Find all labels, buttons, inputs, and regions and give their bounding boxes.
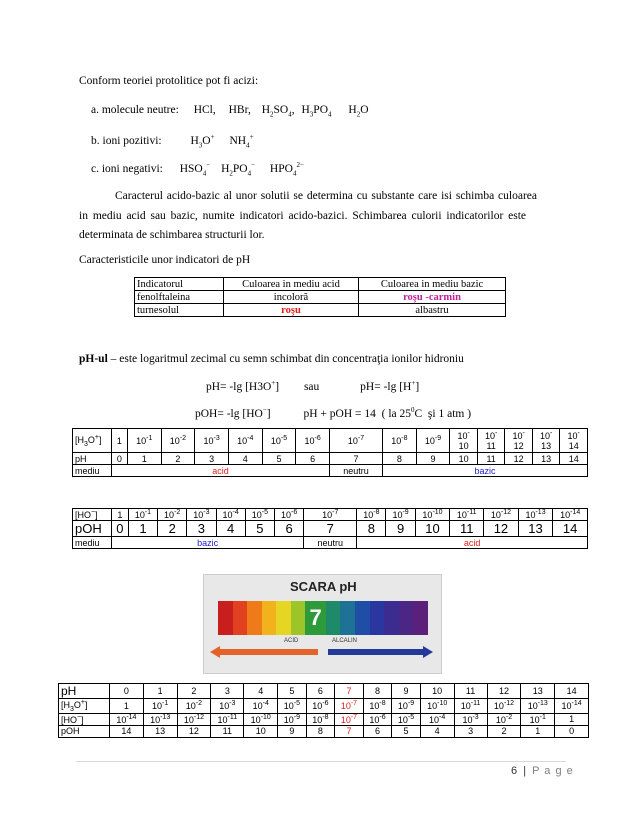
formula-or: sau: [303, 380, 320, 393]
ph-scale-image: [203, 574, 442, 674]
item-h2so4: $H_2SO_4$,: [261, 104, 295, 119]
t2-poh-cell: 0: [112, 521, 129, 537]
t1-h-cell: $10^{-8}$: [383, 429, 417, 453]
t3-ph-cell: 5: [278, 684, 307, 699]
formula-sum: pH + pOH = 14 ( la $25^0C$ şi 1 atm ): [303, 406, 472, 420]
t3-oh-cell: $10^{-8}$: [306, 713, 335, 725]
ph-table: [72, 428, 588, 477]
line-a: [91, 104, 369, 118]
t2-poh-cell: 14: [553, 521, 588, 537]
ph-color-8: [326, 601, 341, 635]
t2-r2-label: pOH: [73, 521, 112, 537]
t3-ph-cell: 9: [392, 684, 421, 699]
t2-poh-cell: 8: [357, 521, 386, 537]
t2-oh-cell: $10^{-8}$: [357, 509, 386, 521]
t2-r1-label: [HO−]: [73, 509, 112, 521]
t3-h-label: $[H_3O^+]$: [59, 699, 110, 714]
t1-basic: bazic: [383, 465, 588, 477]
t1-h-cell: 10- 13: [532, 429, 560, 453]
t3-h-cell: $10^{-6}$: [306, 699, 335, 714]
t3-poh-cell: 4: [420, 725, 454, 737]
t3-h-cell: $10^{-10}$: [420, 699, 454, 714]
t2-oh-cell: $10^{-5}$: [245, 509, 274, 521]
t3-ph-cell: 13: [521, 684, 555, 699]
t3-oh-cell: 1: [555, 713, 589, 725]
ind-header-1: Indicatorul: [135, 278, 224, 291]
t1-h-cell: $10^{-5}$: [262, 429, 296, 453]
t3-ph-cell: 7: [335, 684, 364, 699]
t2-oh-cell: 1: [112, 509, 129, 521]
ph-color-14: [413, 601, 428, 635]
ph-neutral-seven: 7: [305, 601, 325, 635]
label-a: a. molecule neutre:: [91, 104, 179, 116]
ph-color-5: [276, 601, 291, 635]
t3-ph-cell: 11: [454, 684, 487, 699]
item-h2o: $H_2O$: [348, 104, 369, 119]
para-line-2: in mediu acid sau bazic, numite indicatori acido-bazici. Schimbarea culorii indicatorilor este: [79, 210, 527, 222]
formula-ph-2: pH= -lg [H+]: [360, 379, 420, 393]
item-h3po4: $H_3PO_4$: [301, 104, 332, 119]
t3-ph-cell: 0: [110, 684, 144, 699]
t2-oh-cell: $10^{-2}$: [158, 509, 187, 521]
t1-h-cell: $10^{-2}$: [161, 429, 195, 453]
ind-name-2: turnesolul: [135, 304, 224, 317]
t2-oh-cell: $10^{-10}$: [415, 509, 450, 521]
t3-ph-cell: 14: [555, 684, 589, 699]
t3-oh-cell: $10^{-2}$: [487, 713, 521, 725]
ph-alcalin-label: ALCALIN: [332, 638, 358, 644]
t3-h-cell: $10^{-4}$: [244, 699, 278, 714]
t1-r2-label: pH: [73, 453, 112, 465]
t2-poh-cell: 6: [275, 521, 304, 537]
t3-oh-cell: $10^{-7}$: [335, 713, 364, 725]
t1-h-cell: 10- 11: [477, 429, 505, 453]
t3-h-cell: $10^{-2}$: [177, 699, 211, 714]
t3-poh-cell: 8: [306, 725, 335, 737]
t3-oh-cell: $10^{-3}$: [454, 713, 487, 725]
t2-oh-cell: $10^{-14}$: [553, 509, 588, 521]
t3-h-cell: $10^{-9}$: [392, 699, 421, 714]
indicators-title: Caracteristicile unor indicatori de pH: [79, 254, 251, 266]
formula-ph: [206, 379, 419, 393]
t1-ph-cell: 2: [161, 453, 195, 465]
t1-h-cell: $10^{-6}$: [296, 429, 330, 453]
poh-table: [72, 508, 588, 549]
t2-poh-cell: 12: [484, 521, 519, 537]
t3-oh-cell: $10^{-14}$: [110, 713, 144, 725]
t1-ph-cell: 4: [228, 453, 262, 465]
item-hbr: HBr,: [228, 104, 251, 116]
item-hpo4: $HPO_4^{2-}$: [269, 161, 304, 178]
t2-basic: bazic: [112, 537, 304, 549]
item-hcl: HCl,: [193, 104, 216, 116]
t3-poh-cell: 2: [487, 725, 521, 737]
alcalin-arrow: [328, 649, 424, 655]
ph-color-11: [370, 601, 385, 635]
t3-poh-cell: 5: [392, 725, 421, 737]
ph-color-12: [384, 601, 399, 635]
t3-oh-cell: $10^{-6}$: [363, 713, 392, 725]
item-h3o: $H_3O^+$: [190, 133, 215, 150]
formula-poh: [195, 406, 471, 420]
ph-color-10: [355, 601, 370, 635]
label-b: b. ioni pozitivi:: [91, 134, 162, 147]
t1-ph-cell: 11: [477, 453, 505, 465]
page-number: [511, 765, 574, 777]
t3-h-cell: $10^{-14}$: [555, 699, 589, 714]
t3-poh-cell: 6: [363, 725, 392, 737]
page-sep: |: [523, 765, 527, 777]
t1-ph-cell: 1: [127, 453, 161, 465]
t2-poh-cell: 11: [450, 521, 484, 537]
t3-h-cell: $10^{-1}$: [143, 699, 177, 714]
ph-color-1: [218, 601, 233, 635]
footer-divider: [76, 761, 566, 762]
alcalin-arrow-head-icon: [423, 646, 433, 658]
ph-color-2: [233, 601, 248, 635]
t2-poh-cell: 9: [386, 521, 415, 537]
ph-color-6: [291, 601, 306, 635]
ind-acid-1: incoloră: [224, 291, 359, 304]
t3-poh-cell: 3: [454, 725, 487, 737]
ph-color-strip: [218, 601, 428, 635]
t3-poh-cell: 11: [211, 725, 244, 737]
t3-h-cell: $10^{-5}$: [278, 699, 307, 714]
t3-ph-cell: 3: [211, 684, 244, 699]
t2-poh-cell: 1: [128, 521, 157, 537]
t3-poh-cell: 13: [143, 725, 177, 737]
ph-color-4: [262, 601, 277, 635]
t3-oh-cell: $10^{-13}$: [143, 713, 177, 725]
t1-r3-label: mediu: [73, 465, 112, 477]
t2-poh-cell: 5: [245, 521, 274, 537]
t3-ph-cell: 1: [143, 684, 177, 699]
t1-ph-cell: 6: [296, 453, 330, 465]
t2-oh-cell: $10^{-3}$: [187, 509, 216, 521]
t2-poh-cell: 10: [415, 521, 450, 537]
t3-ph-label: pH: [59, 684, 110, 699]
t2-acid: acid: [357, 537, 588, 549]
page-num: 6: [511, 765, 518, 777]
t3-oh-label: [HO−]: [59, 713, 110, 725]
t3-poh-cell: 9: [278, 725, 307, 737]
ind-acid-2: roşu: [224, 304, 359, 317]
ph-definition: [79, 353, 464, 365]
t1-h-cell: $10^{-1}$: [127, 429, 161, 453]
t1-r1-label: $[H_3O^+]$: [73, 429, 112, 453]
t3-oh-cell: $10^{-9}$: [278, 713, 307, 725]
line-b: [91, 133, 254, 149]
t3-poh-cell: 0: [555, 725, 589, 737]
t3-oh-cell: $10^{-5}$: [392, 713, 421, 725]
t3-h-cell: $10^{-12}$: [487, 699, 521, 714]
ph-def-term: pH-ul: [79, 353, 108, 365]
t1-ph-cell: 3: [195, 453, 229, 465]
ind-name-1: fenolftaleina: [135, 291, 224, 304]
t2-oh-cell: $10^{-1}$: [128, 509, 157, 521]
formula-ph-1: pH= -lg [H3O+]: [206, 379, 280, 393]
t2-oh-cell: $10^{-4}$: [216, 509, 245, 521]
indicator-table: [134, 277, 506, 317]
t3-poh-cell: 7: [335, 725, 364, 737]
t2-r3-label: mediu: [73, 537, 112, 549]
t3-poh-cell: 14: [110, 725, 144, 737]
ind-base-1: roşu -carmin: [359, 291, 506, 304]
label-c: c. ioni negativi:: [91, 162, 163, 175]
t1-h-cell: 1: [112, 429, 128, 453]
page-word: P a g e: [532, 765, 574, 777]
t2-oh-cell: $10^{-12}$: [484, 509, 519, 521]
t3-oh-cell: $10^{-1}$: [521, 713, 555, 725]
t2-oh-cell: $10^{-11}$: [450, 509, 484, 521]
t2-oh-cell: $10^{-13}$: [518, 509, 553, 521]
summary-table: [58, 683, 589, 738]
intro-text: Conform teoriei protolitice pot fi acizi:: [79, 75, 259, 87]
ph-acid-label: ACID: [284, 638, 299, 644]
ph-color-9: [340, 601, 355, 635]
t3-oh-cell: $10^{-12}$: [177, 713, 211, 725]
t1-ph-cell: 10: [450, 453, 478, 465]
item-h2po4: $H_2PO_4^-$: [221, 161, 256, 178]
t3-ph-cell: 4: [244, 684, 278, 699]
t1-ph-cell: 7: [330, 453, 383, 465]
t3-poh-cell: 10: [244, 725, 278, 737]
t1-acid: acid: [112, 465, 330, 477]
t2-poh-cell: 3: [187, 521, 216, 537]
t3-poh-cell: 1: [521, 725, 555, 737]
t1-h-cell: $10^{-4}$: [228, 429, 262, 453]
para-line-1: Caracterul acido-bazic al unor solutii se determina cu substante care isi schimba culoarea: [115, 190, 537, 202]
t2-poh-cell: 7: [304, 521, 357, 537]
t3-ph-cell: 12: [487, 684, 521, 699]
ph-scale-title: SCARA pH: [290, 579, 357, 594]
t3-ph-cell: 10: [420, 684, 454, 699]
ind-header-2: Culoarea in mediu acid: [224, 278, 359, 291]
t3-h-cell: $10^{-11}$: [454, 699, 487, 714]
t3-ph-cell: 2: [177, 684, 211, 699]
t1-h-cell: 10- 14: [560, 429, 588, 453]
t1-h-cell: $10^{-3}$: [195, 429, 229, 453]
t3-poh-label: pOH: [59, 725, 110, 737]
ph-color-3: [247, 601, 262, 635]
t2-poh-cell: 13: [518, 521, 553, 537]
t3-oh-cell: $10^{-11}$: [211, 713, 244, 725]
t2-oh-cell: $10^{-7}$: [304, 509, 357, 521]
ph-def-text: – este logaritmul zecimal cu semn schimbat din concentraţia ionilor hidroniu: [107, 353, 464, 365]
t2-poh-cell: 2: [158, 521, 187, 537]
t3-h-cell: $10^{-7}$: [335, 699, 364, 714]
t1-ph-cell: 9: [416, 453, 450, 465]
t1-ph-cell: 8: [383, 453, 417, 465]
t3-oh-cell: $10^{-4}$: [420, 713, 454, 725]
t3-h-cell: $10^{-8}$: [363, 699, 392, 714]
item-nh4: $NH_4^+$: [229, 133, 254, 150]
para-line-3: determinata de schimbarea structurii lor.: [79, 229, 265, 241]
formula-poh-1: pOH= -lg [HO−]: [195, 406, 271, 420]
line-c: [91, 161, 304, 177]
t1-ph-cell: 13: [532, 453, 560, 465]
t3-oh-cell: $10^{-10}$: [244, 713, 278, 725]
t3-h-cell: $10^{-13}$: [521, 699, 555, 714]
t2-neutral: neutru: [304, 537, 357, 549]
t3-ph-cell: 8: [363, 684, 392, 699]
t1-h-cell: 10- 10: [450, 429, 478, 453]
t1-ph-cell: 12: [505, 453, 533, 465]
t1-ph-cell: 14: [560, 453, 588, 465]
t3-h-cell: 1: [110, 699, 144, 714]
t2-oh-cell: $10^{-9}$: [386, 509, 415, 521]
t1-h-cell: 10- 12: [505, 429, 533, 453]
t1-h-cell: $10^{-7}$: [330, 429, 383, 453]
t3-poh-cell: 12: [177, 725, 211, 737]
t1-ph-cell: 0: [112, 453, 128, 465]
acid-arrow-head-icon: [210, 646, 220, 658]
t3-ph-cell: 6: [306, 684, 335, 699]
ind-header-3: Culoarea in mediu bazic: [359, 278, 506, 291]
t3-h-cell: $10^{-3}$: [211, 699, 244, 714]
ind-base-2: albastru: [359, 304, 506, 317]
acid-arrow: [218, 649, 318, 655]
t1-h-cell: $10^{-9}$: [416, 429, 450, 453]
t2-poh-cell: 4: [216, 521, 245, 537]
ph-color-13: [399, 601, 414, 635]
item-hso4: $HSO_4^-$: [179, 161, 211, 178]
t2-oh-cell: $10^{-6}$: [275, 509, 304, 521]
t1-neutral: neutru: [330, 465, 383, 477]
t1-ph-cell: 5: [262, 453, 296, 465]
